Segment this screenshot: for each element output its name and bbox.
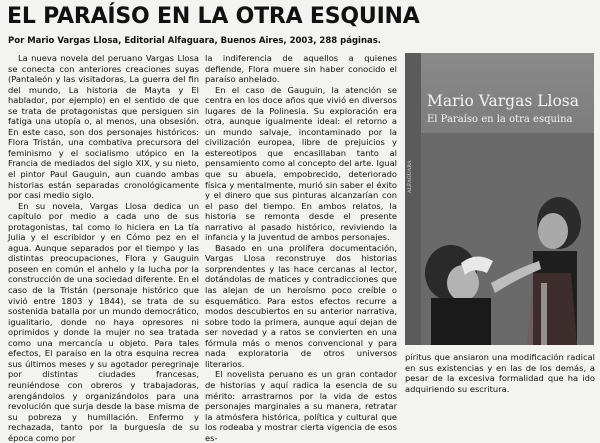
publisher-logo: ALFAGUARA	[407, 160, 413, 193]
cover-photo	[421, 133, 594, 345]
paragraph: Basado en una prolífera documentación, Vargas Llosa reconstruye dos historias sorprendentes y las hace cercanas al lector, dotándolas de matices y contradicciones que las alejan de un heroísmo poco creíble o esquemático. Para estos efectos recurre a modos descubiertos en su anterior narrativa, sobre todo la primera, aunque aquí dejan de ser novedad y a ratos se convierten en una fórmula más o menos convencional y para nada exploratoria de otros universos literarios.	[205, 242, 397, 369]
paragraph: En el caso de Gauguin, la atención se centra en los doce años que vivió en diversos lugares de la Polinesia. Su exploración era otra, aunque igualmente ideal: el retorno a un mundo salvaje, incontaminado por la civilización europea, libre de prejuicios y estereotipos que encasillaban tanto al pensamiento como al concepto del arte. Igual que su abuela, empobrecido, deteriorado física y mentalmente, murió sin saber el éxito y el dinero que sus pinturas alcanzarían con el paso del tiempo. En ambos relatos, la historia se remonta desde el presente narrativo al pasado histórico, reviviendo la infancia y la juventud de ambos personajes.	[205, 84, 397, 243]
byline: Por Mario Vargas Llosa, Editorial Alfaguara, Buenos Aires, 2003, 288 páginas.	[8, 36, 382, 46]
cover-title: El Paraíso en la otra esquina	[427, 114, 573, 125]
child-face	[538, 213, 568, 249]
paragraph: píritus que ansiaron una modificación radical en sus existencias y en las de los demás, a pesar de la excesiva formalidad que ha ido adquiriendo su escritura.	[405, 352, 595, 394]
book-cover-image	[405, 53, 594, 345]
cover-author: Mario Vargas Llosa	[427, 92, 579, 110]
paragraph: En su novela, Vargas Llosa dedica un capítulo por medio a cada uno de sus protagonistas, tal como lo hiciera en La tía Julia y el escribidor y en Cómo pez en el agua. Aunque separados por el tiempo y las distintas preocupaciones, Flora y Gauguin poseen en común el anhelo y la lucha por la construcción de una sociedad diferente. En el caso de la Tristán (personaje histórico que vivió entre 1803 y 1844), se trata de su sostenida batalla por un mundo democrático, igualitario, donde no haya opresores ni oprimidos y donde la mujer no sea tratada como una mercancía u objeto. Para tales efectos, El paraíso en la otra esquina recrea sus últimos meses y su agotador peregrinaje por distintas ciudades francesas, reuniéndose con obreros y trabajadoras, arengándolos y organizándolos para una revolución que surja desde la base misma de su pobreza y humillación. Enfermo y rechazada, tanto por la burguesía de su época como por	[8, 200, 199, 443]
article-column-2	[205, 53, 397, 443]
paragraph: La nueva novela del peruano Vargas Llosa se conecta con anteriores creaciones suyas (Pantaleón y las visitadoras, La guerra del fin del mundo, La historia de Mayta y El hablador, por ejemplo) en el sentido de que se trata de protagonistas que persiguen sin fatiga una utopía o, al menos, una obsesión. En este caso, son dos personajes históricos: Flora Tristán, una combativa precursora del feminismo y el socialismo utópico en la Francia de mediados del siglo XIX, y su nieto, el pintor Paul Gauguin, aun cuando ambas historias están separadas cronológicamente por casi medio siglo.	[8, 53, 199, 201]
page-title: EL PARAÍSO EN LA OTRA ESQUINA	[7, 4, 420, 29]
article-column-1	[8, 53, 199, 443]
cover-spine	[405, 53, 421, 345]
paragraph: la indiferencia de aquellos a quienes defiende, Flora muere sin haber conocido el paraíso anhelado.	[205, 53, 397, 85]
paragraph: El novelista peruano es un gran contador de historias y aquí radica la esencia de su mérito: arrastrarnos por la vida de estos personajes marginales a su manera, retratar la atmósfera histórica, política y cultural que los rodeaba y mostrar cierta vigencia de esos es-	[205, 369, 397, 443]
article-column-3	[405, 352, 595, 410]
